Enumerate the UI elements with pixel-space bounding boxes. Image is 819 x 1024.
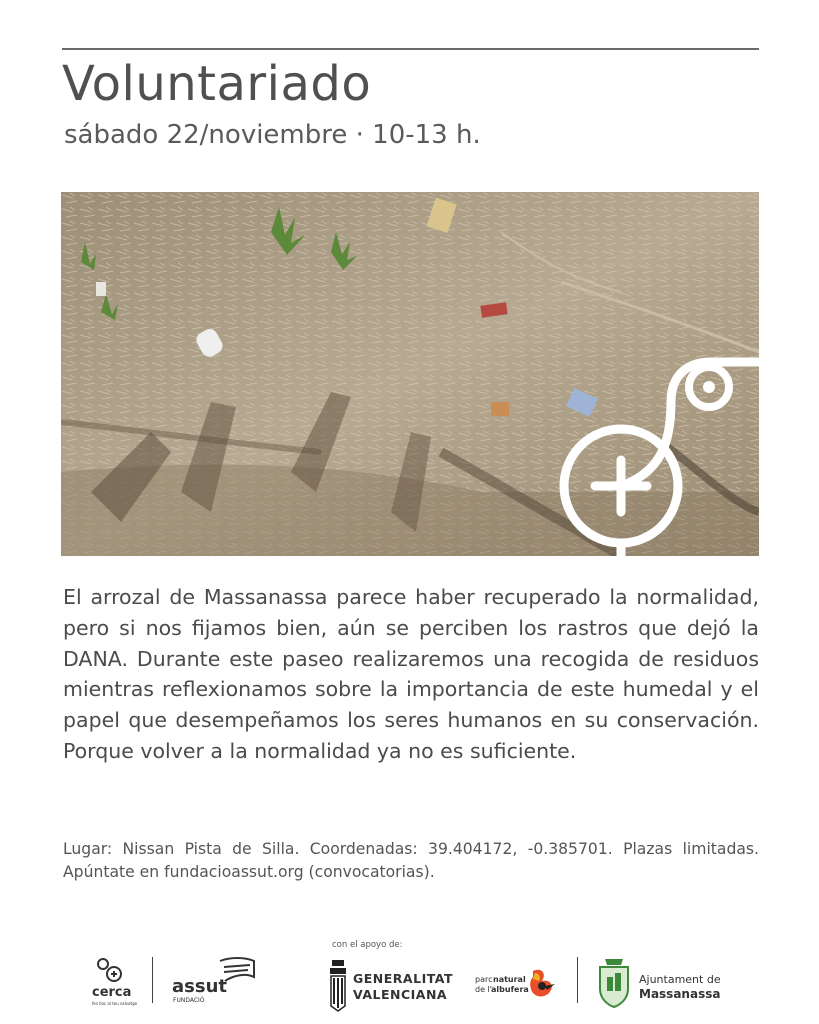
albufera-albufera: albufera	[491, 985, 529, 994]
cerca-logo	[90, 955, 140, 1005]
albufera-natural: natural	[493, 975, 526, 984]
generalitat-line2: VALENCIANA	[353, 987, 448, 1002]
ajuntament-line1: Ajuntament de	[639, 973, 721, 986]
event-date: sábado 22/noviembre · 10-13 h.	[64, 120, 481, 150]
event-description: El arrozal de Massanassa parece haber recuperado la normalidad, pero si nos fijamos bien, aún se perciben los rastros que dejó la DANA. Durante este paseo realizaremos una recogida de residuos mientras reflexionamos sobre la importancia de este humedal y el papel que desempeñamos los seres humanos en su conservación. Porque volver a la normalidad ya no es suficiente.	[63, 585, 759, 763]
top-rule	[62, 48, 759, 50]
albufera-parc: parc	[475, 975, 493, 984]
ajuntament-line2: Massanassa	[639, 987, 721, 1001]
rice-field-photo	[61, 192, 759, 556]
assut-sub: FUNDACIÓ	[173, 997, 205, 1004]
cerca-name: cerca	[92, 985, 132, 1000]
cerca-icon	[90, 955, 140, 985]
albufera-de: de l'	[475, 985, 492, 994]
logo-divider	[152, 957, 153, 1003]
assut-name: assut	[172, 976, 227, 997]
albufera-bird-icon	[525, 967, 559, 1003]
support-label: con el apoyo de:	[332, 940, 403, 950]
albufera-logo	[475, 967, 565, 1007]
massanassa-shield-icon	[597, 955, 631, 1009]
generalitat-logo	[328, 958, 454, 1012]
cerca-tagline: fes lloc al teu salvatge	[92, 1001, 138, 1006]
ajuntament-logo	[597, 955, 727, 1009]
event-details: Lugar: Nissan Pista de Silla. Coordenadas: 39.404172, -0.385701. Plazas limitadas. Apúntate en fundacioassut.org (convocatorias).	[63, 840, 759, 881]
logo-divider-2	[577, 957, 578, 1003]
generalitat-crest-icon	[328, 958, 348, 1012]
page-title: Voluntariado	[62, 56, 372, 112]
generalitat-line1: GENERALITAT	[353, 971, 454, 986]
assut-logo	[170, 957, 260, 1007]
